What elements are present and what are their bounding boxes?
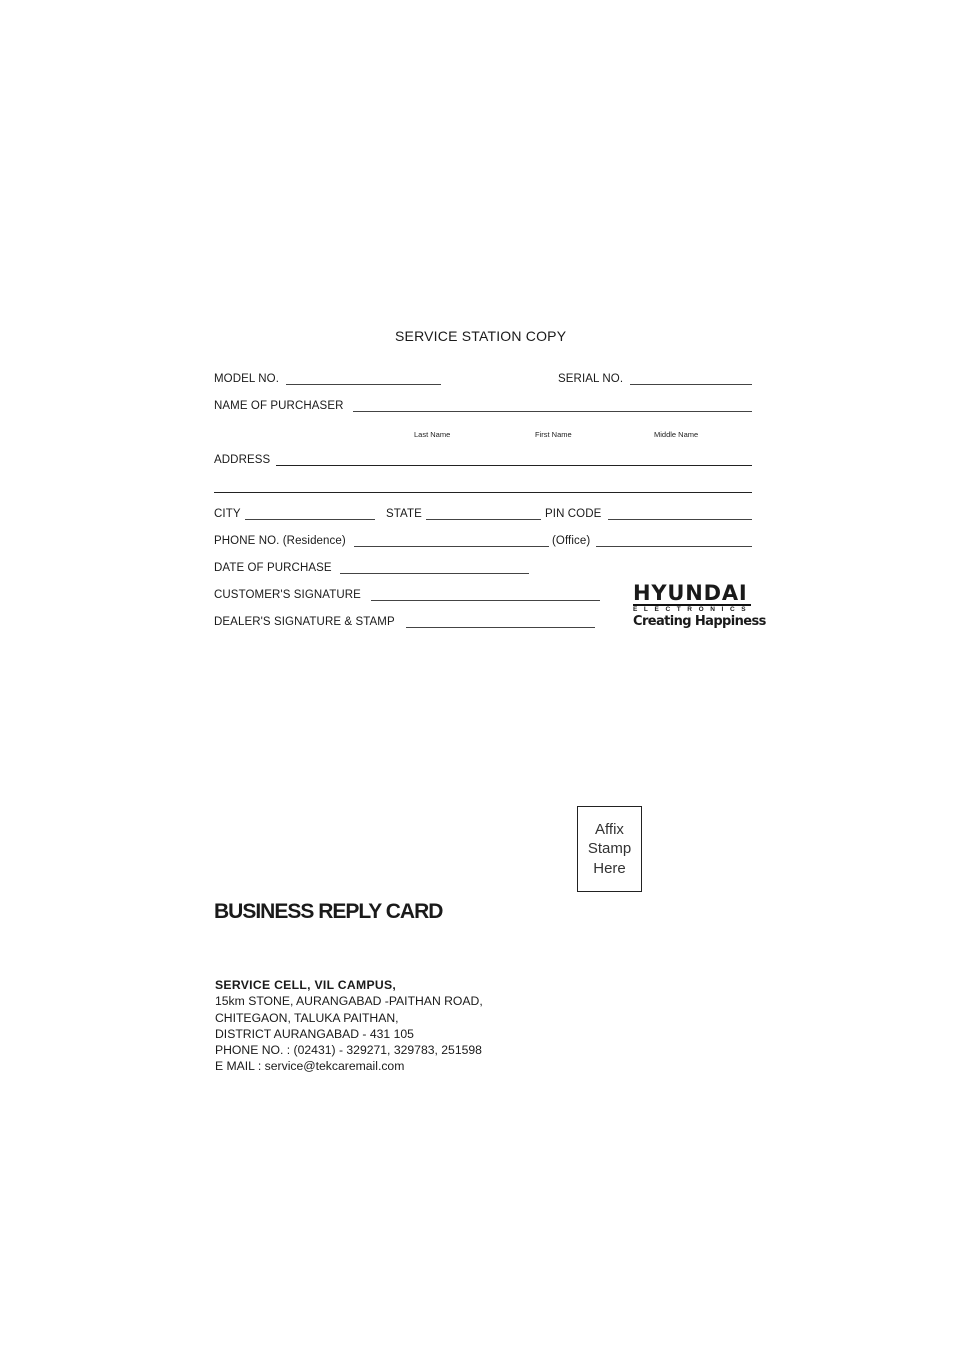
address-line: 15km STONE, AURANGABAD -PAITHAN ROAD, xyxy=(215,994,483,1009)
address-field-line-2[interactable] xyxy=(214,492,752,493)
state-label: STATE xyxy=(386,508,422,520)
city-label: CITY xyxy=(214,508,241,520)
dealer-signature-field[interactable] xyxy=(406,627,595,628)
stamp-line-1: Affix xyxy=(595,820,624,838)
phone-residence-label: PHONE NO. (Residence) xyxy=(214,535,346,547)
customer-signature-label: CUSTOMER'S SIGNATURE xyxy=(214,589,361,601)
customer-signature-field[interactable] xyxy=(371,600,600,601)
pin-code-label: PIN CODE xyxy=(545,508,602,520)
service-address xyxy=(215,977,483,1075)
middle-name-caption: Middle Name xyxy=(654,430,699,439)
logo-tagline: Creating Happiness xyxy=(633,614,766,629)
address-line: DISTRICT AURANGABAD - 431 105 xyxy=(215,1026,414,1041)
first-name-caption: First Name xyxy=(535,430,572,439)
affix-stamp-box xyxy=(577,806,642,892)
phone-residence-field[interactable] xyxy=(354,546,549,547)
state-field[interactable] xyxy=(426,519,541,520)
serial-no-field[interactable] xyxy=(630,384,752,385)
logo-sub: ELECTRONICS xyxy=(633,606,753,613)
dealer-signature-label: DEALER'S SIGNATURE & STAMP xyxy=(214,616,395,628)
logo-brand: HYUNDAI xyxy=(633,581,748,605)
name-of-purchaser-field[interactable] xyxy=(353,411,752,412)
address-field-line-1[interactable] xyxy=(276,465,752,466)
pin-code-field[interactable] xyxy=(608,519,752,520)
date-of-purchase-field[interactable] xyxy=(340,573,529,574)
form-title: SERVICE STATION COPY xyxy=(395,328,567,344)
name-of-purchaser-label: NAME OF PURCHASER xyxy=(214,400,344,412)
phone-line: PHONE NO. : (02431) - 329271, 329783, 251598 xyxy=(215,1043,482,1058)
hyundai-logo xyxy=(633,581,766,629)
city-field[interactable] xyxy=(245,519,375,520)
phone-office-label: (Office) xyxy=(552,535,591,547)
address-line: SERVICE CELL, VIL CAMPUS, xyxy=(215,978,397,992)
address-line: CHITEGAON, TALUKA PAITHAN, xyxy=(215,1010,399,1025)
address-label: ADDRESS xyxy=(214,454,271,466)
stamp-line-2: Stamp xyxy=(587,840,632,858)
business-reply-card-title: BUSINESS REPLY CARD xyxy=(214,900,443,923)
phone-office-field[interactable] xyxy=(596,546,752,547)
model-no-field[interactable] xyxy=(286,384,441,385)
email-line: E MAIL : service@tekcaremail.com xyxy=(215,1059,405,1074)
model-no-label: MODEL NO. xyxy=(214,373,280,385)
date-of-purchase-label: DATE OF PURCHASE xyxy=(214,562,332,574)
stamp-line-3: Here xyxy=(593,859,626,877)
serial-no-label: SERIAL NO. xyxy=(558,373,624,385)
last-name-caption: Last Name xyxy=(414,430,451,439)
